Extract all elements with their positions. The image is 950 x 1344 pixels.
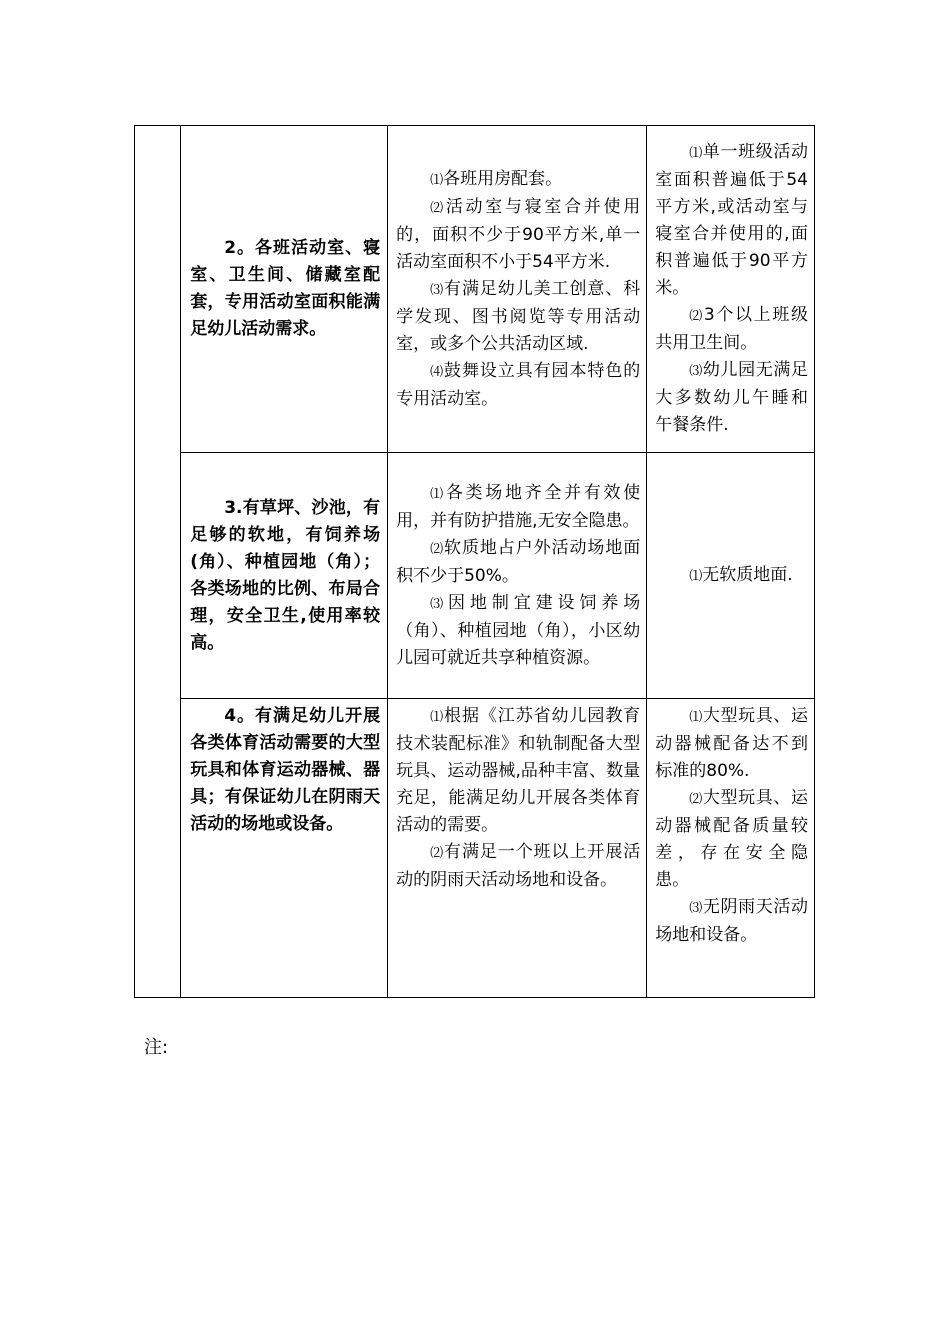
deductions-cell [647, 126, 815, 453]
criterion-cell [181, 453, 388, 699]
standard-item: ⑵有满足一个班以上开展活动的阴雨天活动场地和设备。 [396, 842, 641, 890]
deduction-item: ⑴无软质地面. [689, 564, 793, 585]
standards-cell [388, 126, 647, 453]
table-row [135, 453, 815, 699]
standards-cell [388, 453, 647, 699]
standard-item: ⑴根据《江苏省幼儿园教育技术装配标准》和轨制配备大型玩具、运动器械,品种丰富、数量充足，能满足幼儿开展各类体育活动的需要。 [396, 706, 641, 835]
category-cell [135, 126, 181, 998]
deductions-cell [647, 699, 815, 998]
table-row [135, 699, 815, 998]
deductions-cell [647, 453, 815, 699]
deduction-item: ⑶幼儿园无满足大多数幼儿午睡和午餐条件. [655, 360, 808, 435]
standard-item: ⑴各类场地齐全并有效使用，并有防护措施,无安全隐患。 [396, 482, 641, 531]
evaluation-table [134, 125, 815, 998]
deduction-item: ⑶无阴雨天活动场地和设备。 [655, 897, 808, 945]
deduction-item: ⑴大型玩具、运动器械配备达不到标准的80%. [655, 706, 808, 781]
deduction-item: ⑴单一班级活动室面积普遍低于54平方米,或活动室与寝室合并使用的,面积普遍低于90平方米。 [655, 142, 808, 298]
note-label: 注: [144, 1037, 169, 1058]
criterion-cell [181, 699, 388, 998]
criterion-text: 4。有满足幼儿开展各类体育活动需要的大型玩具和体育运动器械、器具；有保证幼儿在阴雨天活动的场地或设备。 [190, 706, 381, 834]
criterion-text: 2。各班活动室、寝室、卫生间、储藏室配套，专用活动室面积能满足幼儿活动需求。 [190, 238, 381, 339]
deduction-item: ⑵3个以上班级共用卫生间。 [655, 305, 808, 353]
standard-item: ⑴各班用房配套。 [430, 168, 563, 189]
standards-cell [388, 699, 647, 998]
standard-item: ⑶有满足幼儿美工创意、科学发现、图书阅览等专用活动室，或多个公共活动区域. [396, 278, 641, 354]
standard-item: ⑶因地制宜建设饲养场（角）、种植园地（角），小区幼儿园可就近共享种植资源。 [396, 592, 641, 668]
standard-item: ⑵软质地占户外活动场地面积不少于50%。 [396, 537, 641, 586]
criterion-text: 3.有草坪、沙池，有足够的软地，有饲养场(角）、种植园地（角）；各类场地的比例、布局合理，安全卫生,使用率较高。 [190, 497, 381, 653]
criterion-cell [181, 126, 388, 453]
standard-item: ⑵活动室与寝室合并使用的，面积不少于90平方米,单一活动室面积不小于54平方米. [396, 196, 641, 272]
standard-item: ⑷鼓舞设立具有园本特色的专用活动室。 [396, 360, 641, 409]
table-row [135, 126, 815, 453]
deduction-item: ⑵大型玩具、运动器械配备质量较差，存在安全隐患。 [655, 788, 808, 890]
